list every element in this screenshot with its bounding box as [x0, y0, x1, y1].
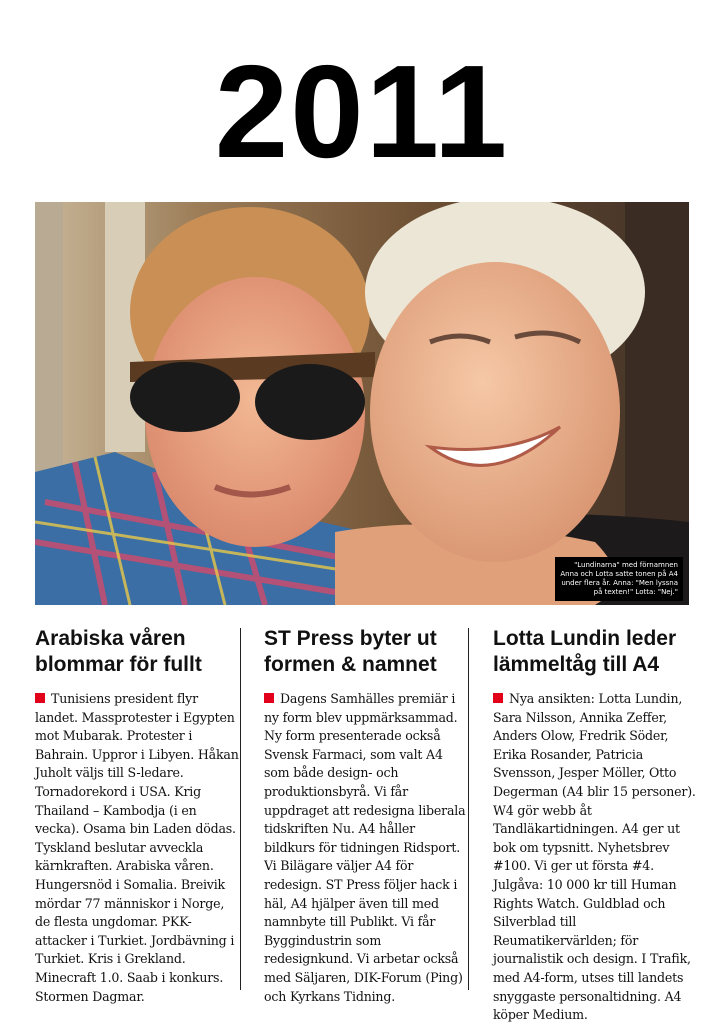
article-column-3	[493, 626, 698, 1025]
portrait-photo	[35, 202, 689, 605]
article-text: Nya ansikten: Lotta Lundin, Sara Nilsson, Annika Zeffer, Anders Olow, Fredrik Söder, Erika Rosander, Patricia Svensson, Jesper Möller, Otto Degerman (A4 blir 15 personer). W4 gör webb åt Tandläkartidningen. A4 ger ut bok om typsnitt. Nyhetsbrev #100. Vi ger ut första #4. Julgåva: 10 000 kr till Human Rights Watch. Guldblad och Silverblad till Reumatikervärlden; för journalistik och design. I Trafik, med A4-form, utses till landets snyggaste personaltidning. A4 köper Medium.	[493, 691, 696, 1023]
column-divider	[240, 628, 241, 990]
article-column-2	[264, 626, 469, 1006]
article-text: Dagens Samhälles premiär i ny form blev uppmärksammad. Ny form presenterade också Svensk Farmaci, som valt A4 som både design- och produktionsbyrå. Vi får uppdraget att redesigna liberala tidskriften Nu. A4 håller bildkurs för tidningen Ridsport. Vi Bilägare väljer A4 för redesign. ST Press följer hack i häl, A4 hjälper även till med namnbyte till Publikt. Vi får Byggindustrin som redesignkund. Vi arbetar också med Säljaren, DIK-Forum (Ping) och Kyrkans Tidning.	[264, 691, 466, 1004]
photo-caption: "Lundinarna" med förnamnen Anna och Lotta satte tonen på A4 under flera år. Anna: "Men lyssna på texten!" Lotta: "Nej."	[555, 557, 683, 601]
article-headline: Lotta Lundin leder lämmeltåg till A4	[493, 627, 677, 676]
photo-illustration	[35, 202, 689, 605]
article-headline: ST Press byter ut formen & namnet	[264, 627, 437, 676]
year-heading: 2011	[214, 38, 510, 185]
article-text: Tunisiens president flyr landet. Massprotester i Egypten mot Mubarak. Protester i Bahrain. Uppror i Libyen. Håkan Juholt väljs till S-ledare. Tornadorekord i USA. Krig Thailand – Kambodja (i en vecka). Osama bin Laden dödas. Tyskland beslutar avveckla kärnkraften. Arabiska våren. Hungersnöd i Somalia. Breivik mördar 77 människor i Norge, de flesta ungdomar. PKK-attacker i Turkiet. Jordbävning i Turkiet. Kris i Grekland. Minecraft 1.0. Saab i konkurs. Stormen Dagmar.	[35, 691, 239, 1004]
red-square-icon	[35, 693, 45, 703]
article-body	[493, 690, 698, 1025]
article-column-1	[35, 626, 240, 1006]
red-square-icon	[264, 693, 274, 703]
article-headline: Arabiska våren blommar för fullt	[35, 627, 202, 676]
article-body	[264, 690, 469, 1006]
red-square-icon	[493, 693, 503, 703]
article-body	[35, 690, 240, 1006]
